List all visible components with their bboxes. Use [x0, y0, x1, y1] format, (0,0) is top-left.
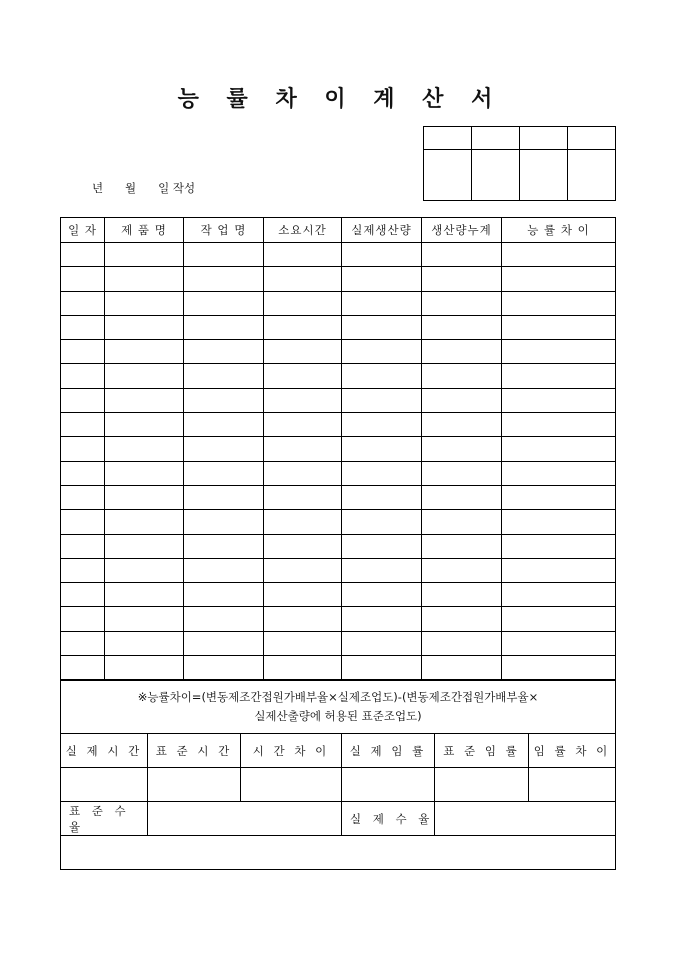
date-cell[interactable] — [61, 267, 105, 291]
actual-output-cell[interactable] — [342, 534, 422, 558]
product-name-cell[interactable] — [105, 340, 184, 364]
table-row — [61, 315, 616, 339]
product-name-cell[interactable] — [105, 315, 184, 339]
formula-note-line2: 실제산출량에 허용된 표준조업도) — [254, 709, 422, 723]
actual-wage-rate-cell[interactable] — [342, 768, 435, 802]
required-time-cell[interactable] — [264, 485, 342, 509]
required-time-cell[interactable] — [264, 558, 342, 582]
required-time-cell[interactable] — [264, 461, 342, 485]
efficiency-variance-cell[interactable] — [502, 607, 616, 631]
efficiency-variance-cell[interactable] — [502, 267, 616, 291]
date-written-line: 년 월 일 작성 — [92, 181, 196, 195]
time-variance-cell[interactable] — [241, 768, 342, 802]
header-actual-wage-rate: 실 제 임 률 — [342, 734, 435, 768]
product-name-cell[interactable] — [105, 291, 184, 315]
cumulative-output-cell[interactable] — [422, 534, 502, 558]
product-name-cell[interactable] — [105, 267, 184, 291]
cumulative-output-cell[interactable] — [422, 607, 502, 631]
cumulative-output-cell[interactable] — [422, 583, 502, 607]
efficiency-variance-cell[interactable] — [502, 583, 616, 607]
table-row — [61, 291, 616, 315]
actual-output-cell[interactable] — [342, 267, 422, 291]
actual-yield-cell[interactable] — [435, 802, 616, 836]
task-name-cell[interactable] — [184, 437, 264, 461]
table-row — [61, 364, 616, 388]
required-time-cell[interactable] — [264, 291, 342, 315]
actual-output-cell[interactable] — [342, 413, 422, 437]
actual-output-cell[interactable] — [342, 607, 422, 631]
efficiency-variance-cell[interactable] — [502, 656, 616, 680]
efficiency-table — [60, 217, 616, 680]
header-task-name: 작 업 명 — [184, 218, 264, 243]
cumulative-output-cell[interactable] — [422, 510, 502, 534]
actual-output-cell[interactable] — [342, 583, 422, 607]
table-row — [61, 558, 616, 582]
actual-time-cell[interactable] — [61, 768, 148, 802]
date-cell[interactable] — [61, 534, 105, 558]
cumulative-output-cell[interactable] — [422, 413, 502, 437]
required-time-cell[interactable] — [264, 243, 342, 267]
efficiency-variance-cell[interactable] — [502, 631, 616, 655]
header-efficiency-variance: 능 률 차 이 — [502, 218, 616, 243]
cumulative-output-cell[interactable] — [422, 291, 502, 315]
efficiency-variance-cell[interactable] — [502, 364, 616, 388]
actual-output-cell[interactable] — [342, 656, 422, 680]
date-cell[interactable] — [61, 485, 105, 509]
product-name-cell[interactable] — [105, 388, 184, 412]
actual-output-cell[interactable] — [342, 291, 422, 315]
table-row — [61, 388, 616, 412]
header-actual-time: 실 제 시 간 — [61, 734, 148, 768]
date-cell[interactable] — [61, 437, 105, 461]
efficiency-variance-cell[interactable] — [502, 243, 616, 267]
cumulative-output-cell[interactable] — [422, 558, 502, 582]
actual-output-cell[interactable] — [342, 340, 422, 364]
table-row — [61, 267, 616, 291]
task-name-cell[interactable] — [184, 558, 264, 582]
formula-note-line1: ※능률차이=(변동제조간접원가배부율×실제조업도)-(변동제조간접원가배부율× — [137, 690, 539, 704]
approval-sign-cell[interactable] — [472, 150, 520, 201]
date-cell[interactable] — [61, 583, 105, 607]
cumulative-output-cell[interactable] — [422, 437, 502, 461]
date-cell[interactable] — [61, 291, 105, 315]
actual-output-cell[interactable] — [342, 558, 422, 582]
header-product-name: 제 품 명 — [105, 218, 184, 243]
task-name-cell[interactable] — [184, 413, 264, 437]
task-name-cell[interactable] — [184, 534, 264, 558]
task-name-cell[interactable] — [184, 510, 264, 534]
task-name-cell[interactable] — [184, 340, 264, 364]
table-row — [61, 437, 616, 461]
approval-header-cell[interactable] — [472, 127, 520, 150]
date-cell[interactable] — [61, 364, 105, 388]
task-name-cell[interactable] — [184, 364, 264, 388]
product-name-cell[interactable] — [105, 510, 184, 534]
required-time-cell[interactable] — [264, 510, 342, 534]
approval-sign-cell[interactable] — [568, 150, 616, 201]
efficiency-variance-cell[interactable] — [502, 315, 616, 339]
efficiency-variance-cell[interactable] — [502, 461, 616, 485]
efficiency-variance-cell[interactable] — [502, 413, 616, 437]
cumulative-output-cell[interactable] — [422, 243, 502, 267]
cumulative-output-cell[interactable] — [422, 485, 502, 509]
header-date: 일 자 — [61, 218, 105, 243]
table-row — [61, 534, 616, 558]
actual-output-cell[interactable] — [342, 315, 422, 339]
standard-time-cell[interactable] — [148, 768, 241, 802]
table-row — [61, 413, 616, 437]
efficiency-variance-cell[interactable] — [502, 340, 616, 364]
table-row — [61, 607, 616, 631]
table-row — [61, 461, 616, 485]
cumulative-output-cell[interactable] — [422, 364, 502, 388]
date-cell[interactable] — [61, 558, 105, 582]
standard-yield-cell[interactable] — [148, 802, 342, 836]
header-required-time: 소요시간 — [264, 218, 342, 243]
header-actual-output: 실제생산량 — [342, 218, 422, 243]
required-time-cell[interactable] — [264, 267, 342, 291]
required-time-cell[interactable] — [264, 388, 342, 412]
actual-output-cell[interactable] — [342, 485, 422, 509]
actual-output-cell[interactable] — [342, 243, 422, 267]
efficiency-variance-cell[interactable] — [502, 485, 616, 509]
product-name-cell[interactable] — [105, 558, 184, 582]
date-cell[interactable] — [61, 461, 105, 485]
cumulative-output-cell[interactable] — [422, 267, 502, 291]
actual-output-cell[interactable] — [342, 461, 422, 485]
required-time-cell[interactable] — [264, 631, 342, 655]
formula-note — [61, 681, 616, 734]
task-name-cell[interactable] — [184, 243, 264, 267]
product-name-cell[interactable] — [105, 607, 184, 631]
date-cell[interactable] — [61, 413, 105, 437]
table-row — [61, 631, 616, 655]
variance-summary-table — [60, 680, 616, 870]
header-time-variance: 시 간 차 이 — [241, 734, 342, 768]
table-row — [61, 583, 616, 607]
header-standard-time: 표 준 시 간 — [148, 734, 241, 768]
table-row — [61, 510, 616, 534]
table-row — [61, 485, 616, 509]
table-row — [61, 243, 616, 267]
cumulative-output-cell[interactable] — [422, 656, 502, 680]
date-cell[interactable] — [61, 631, 105, 655]
required-time-cell[interactable] — [264, 315, 342, 339]
product-name-cell[interactable] — [105, 461, 184, 485]
remarks-cell[interactable] — [61, 836, 616, 870]
product-name-cell[interactable] — [105, 656, 184, 680]
product-name-cell[interactable] — [105, 631, 184, 655]
date-cell[interactable] — [61, 243, 105, 267]
approval-header-cell[interactable] — [424, 127, 472, 150]
date-cell[interactable] — [61, 340, 105, 364]
header-cumulative-output: 생산량누계 — [422, 218, 502, 243]
task-name-cell[interactable] — [184, 607, 264, 631]
required-time-cell[interactable] — [264, 607, 342, 631]
approval-box — [423, 126, 616, 201]
cumulative-output-cell[interactable] — [422, 461, 502, 485]
wage-rate-variance-cell[interactable] — [529, 768, 616, 802]
actual-output-cell[interactable] — [342, 437, 422, 461]
actual-output-cell[interactable] — [342, 510, 422, 534]
task-name-cell[interactable] — [184, 315, 264, 339]
product-name-cell[interactable] — [105, 583, 184, 607]
efficiency-variance-cell[interactable] — [502, 291, 616, 315]
efficiency-variance-cell[interactable] — [502, 558, 616, 582]
approval-header-cell[interactable] — [568, 127, 616, 150]
task-name-cell[interactable] — [184, 267, 264, 291]
product-name-cell[interactable] — [105, 534, 184, 558]
standard-yield-label: 표 준 수 율 — [61, 802, 148, 836]
product-name-cell[interactable] — [105, 364, 184, 388]
cumulative-output-cell[interactable] — [422, 631, 502, 655]
date-cell[interactable] — [61, 656, 105, 680]
standard-wage-rate-cell[interactable] — [435, 768, 529, 802]
task-name-cell[interactable] — [184, 631, 264, 655]
product-name-cell[interactable] — [105, 243, 184, 267]
approval-sign-cell[interactable] — [424, 150, 472, 201]
required-time-cell[interactable] — [264, 583, 342, 607]
efficiency-variance-cell[interactable] — [502, 388, 616, 412]
approval-sign-cell[interactable] — [520, 150, 568, 201]
task-name-cell[interactable] — [184, 388, 264, 412]
task-name-cell[interactable] — [184, 485, 264, 509]
product-name-cell[interactable] — [105, 485, 184, 509]
efficiency-variance-cell[interactable] — [502, 437, 616, 461]
required-time-cell[interactable] — [264, 413, 342, 437]
task-name-cell[interactable] — [184, 656, 264, 680]
cumulative-output-cell[interactable] — [422, 388, 502, 412]
actual-output-cell[interactable] — [342, 631, 422, 655]
approval-header-cell[interactable] — [520, 127, 568, 150]
efficiency-variance-cell[interactable] — [502, 510, 616, 534]
header-standard-wage-rate: 표 준 임 률 — [435, 734, 529, 768]
header-wage-rate-variance: 임 률 차 이 — [529, 734, 616, 768]
date-cell[interactable] — [61, 607, 105, 631]
cumulative-output-cell[interactable] — [422, 315, 502, 339]
required-time-cell[interactable] — [264, 534, 342, 558]
required-time-cell[interactable] — [264, 364, 342, 388]
actual-output-cell[interactable] — [342, 388, 422, 412]
actual-output-cell[interactable] — [342, 364, 422, 388]
efficiency-variance-cell[interactable] — [502, 534, 616, 558]
task-name-cell[interactable] — [184, 461, 264, 485]
task-name-cell[interactable] — [184, 583, 264, 607]
required-time-cell[interactable] — [264, 656, 342, 680]
date-cell[interactable] — [61, 315, 105, 339]
product-name-cell[interactable] — [105, 413, 184, 437]
required-time-cell[interactable] — [264, 340, 342, 364]
date-cell[interactable] — [61, 388, 105, 412]
cumulative-output-cell[interactable] — [422, 340, 502, 364]
date-cell[interactable] — [61, 510, 105, 534]
table-row — [61, 656, 616, 680]
document-title: 능 률 차 이 계 산 서 — [177, 86, 503, 112]
required-time-cell[interactable] — [264, 437, 342, 461]
actual-yield-label: 실 제 수 율 — [342, 802, 435, 836]
product-name-cell[interactable] — [105, 437, 184, 461]
table-row — [61, 340, 616, 364]
task-name-cell[interactable] — [184, 291, 264, 315]
